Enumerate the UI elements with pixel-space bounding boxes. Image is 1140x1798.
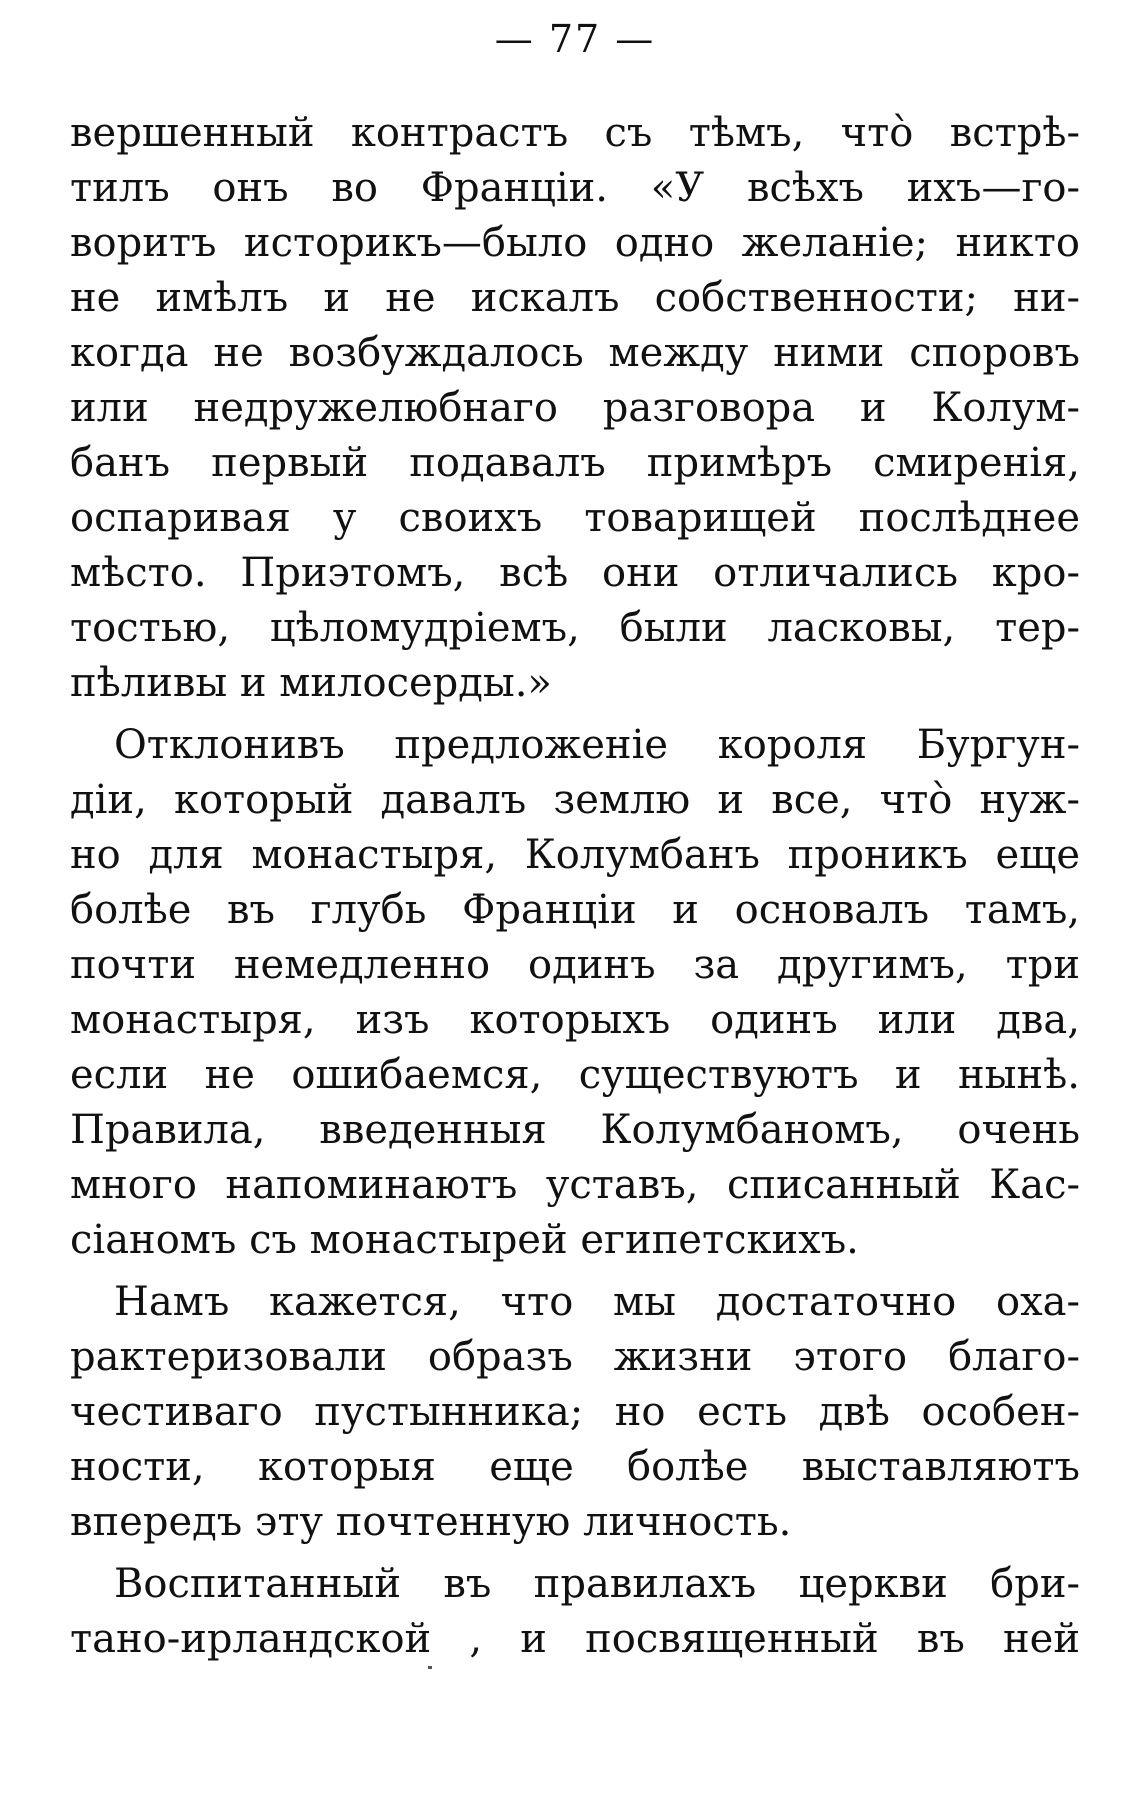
text-line: много напоминаютъ уставъ, списанный Кас- bbox=[70, 1162, 1080, 1208]
text-line: болѣе въ глубь Франціи и основалъ тамъ, bbox=[70, 887, 1080, 933]
text-line: оспаривая у своихъ товарищей послѣднее bbox=[70, 495, 1080, 541]
text-line: воритъ историкъ—было одно желаніе; никто bbox=[70, 220, 1080, 266]
text-line: честиваго пустынника; но есть двѣ особен- bbox=[70, 1389, 1080, 1435]
text-line: діи, который давалъ землю и все, что̀ нуж- bbox=[70, 777, 1080, 823]
text-line: Воспитанный въ правилахъ церкви бри- bbox=[114, 1561, 1080, 1607]
text-line: тостью, цѣломудріемъ, были ласковы, тер- bbox=[70, 605, 1080, 651]
text-line: тилъ онъ во Франціи. «У всѣхъ ихъ—го- bbox=[70, 165, 1080, 211]
text-line: впередъ эту почтенную личность. bbox=[70, 1499, 792, 1545]
text-line: почти немедленно одинъ за другимъ, три bbox=[70, 942, 1080, 988]
text-line: Правила, введенныя Колумбаномъ, очень bbox=[70, 1107, 1080, 1153]
text-line: но для монастыря, Колумбанъ проникъ еще bbox=[70, 832, 1080, 878]
text-line: рактеризовали образъ жизни этого благо- bbox=[70, 1334, 1080, 1380]
paragraph-gap bbox=[70, 1550, 1080, 1557]
text-line: не имѣлъ и не искалъ собственности; ни- bbox=[70, 275, 1080, 321]
text-line: тано-ирландской , и посвященный въ ней bbox=[70, 1616, 1080, 1662]
text-line: монастыря, изъ которыхъ одинъ или два, bbox=[70, 997, 1080, 1043]
text-line: пѣливы и милосерды.» bbox=[70, 660, 552, 706]
paragraph-3 bbox=[70, 1275, 1080, 1550]
text-line: банъ первый подавалъ примѣръ смиренія, bbox=[70, 440, 1080, 486]
page-number: — 77 — bbox=[494, 17, 656, 61]
text-line: если не ошибаемся, существуютъ и нынѣ. bbox=[70, 1052, 1080, 1098]
text-line: или недружелюбнаго разговора и Колум- bbox=[70, 385, 1080, 431]
book-page bbox=[70, 0, 1080, 1798]
paragraph-gap bbox=[70, 1268, 1080, 1275]
paragraph-2 bbox=[70, 718, 1080, 1268]
paragraph-gap bbox=[70, 711, 1080, 718]
text-line: ности, которыя еще болѣе выставляютъ bbox=[70, 1444, 1080, 1490]
text-line: сіаномъ съ монастырей египетскихъ. bbox=[70, 1217, 859, 1263]
text-line: Отклонивъ предложеніе короля Бургун- bbox=[114, 722, 1080, 768]
body-text bbox=[70, 106, 1080, 1667]
text-line: когда не возбуждалось между ними споровъ bbox=[70, 330, 1080, 376]
text-line: мѣсто. Приэтомъ, всѣ они отличались кро- bbox=[70, 550, 1080, 596]
paragraph-1 bbox=[70, 106, 1080, 711]
paragraph-4 bbox=[70, 1557, 1080, 1667]
text-line: Намъ кажется, что мы достаточно оха- bbox=[114, 1279, 1080, 1325]
print-speck bbox=[428, 1666, 432, 1669]
text-line: вершенный контрастъ съ тѣмъ, что̀ встрѣ- bbox=[70, 110, 1080, 156]
